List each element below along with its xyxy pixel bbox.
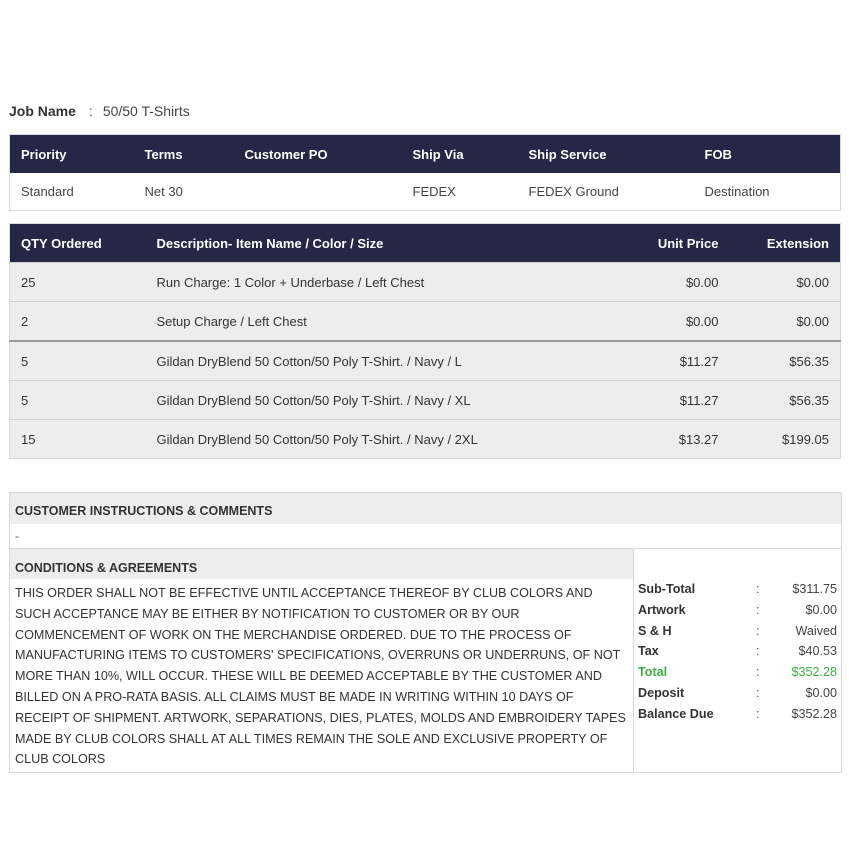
qty-cell: 25 [10, 263, 146, 302]
artwork-row [634, 600, 841, 621]
deposit-separator: : [756, 685, 760, 700]
total-separator: : [756, 665, 760, 680]
extension-header: Extension [730, 224, 841, 263]
qty-cell: 15 [10, 420, 146, 459]
qty-cell: 2 [10, 302, 146, 342]
fob-value: Destination [704, 184, 770, 199]
description-header: Description- Item Name / Color / Size [146, 224, 616, 263]
shipping-handling-row [634, 621, 841, 642]
total-value: $352.28 [791, 665, 837, 680]
customer-po-value [234, 173, 402, 211]
deposit-label: Deposit [638, 685, 685, 700]
notes-section [9, 492, 842, 773]
subtotal-value: $311.75 [792, 582, 837, 596]
conditions-panel [10, 549, 634, 772]
table-row [10, 263, 841, 302]
job-name-line [9, 101, 190, 121]
table-row [10, 420, 841, 459]
tax-value: $40.53 [798, 644, 837, 659]
artwork-value: $0.00 [805, 602, 837, 617]
subtotal-label: Sub-Total [638, 582, 696, 596]
customer-instructions-title: CUSTOMER INSTRUCTIONS & COMMENTS [10, 493, 841, 524]
conditions-title: CONDITIONS & AGREEMENTS [10, 549, 633, 579]
job-name-separator: : [88, 103, 93, 119]
deposit-value: $0.00 [805, 685, 837, 700]
items-header-row [10, 224, 841, 263]
terms-value: Net 30 [144, 184, 183, 199]
description-cell: Run Charge: 1 Color + Underbase / Left Chest [146, 263, 616, 302]
shipping-table [9, 134, 841, 211]
line-items-table [9, 223, 841, 459]
ship-via-header: Ship Via [402, 135, 518, 174]
unit-price-cell: $11.27 [616, 341, 730, 381]
balance-due-row [634, 704, 841, 725]
extension-cell: $56.35 [730, 341, 841, 381]
description-cell: Setup Charge / Left Chest [146, 302, 616, 342]
job-name-label: Job Name [9, 103, 76, 119]
extension-cell: $56.35 [730, 381, 841, 420]
unit-price-header: Unit Price [616, 224, 730, 263]
conditions-and-totals [10, 549, 841, 772]
table-row [10, 381, 841, 420]
balance-due-separator: : [756, 706, 760, 721]
total-label: Total [638, 665, 668, 680]
balance-due-value: $352.28 [791, 706, 837, 721]
fob-header: FOB [694, 135, 841, 174]
unit-price-cell: $0.00 [616, 263, 730, 302]
job-name-value: 50/50 T-Shirts [102, 103, 190, 119]
shipping-header-row [10, 135, 841, 174]
unit-price-cell: $11.27 [616, 381, 730, 420]
ship-service-value: FEDEX Ground [528, 184, 619, 199]
shipping-handling-separator: : [756, 623, 760, 638]
subtotal-row [634, 579, 841, 600]
conditions-text: THIS ORDER SHALL NOT BE EFFECTIVE UNTIL ACCEPTANCE THEREOF BY CLUB COLORS AND SUCH ACCEPTANCE MAY BE EITHER BY NOTIFICATION TO CUSTOMER OR BY OUR COMMENCEMENT OF WORK ON THE MERCHANDISE ORDERED. DUE TO THE PROCESS OF MANUFACTURING ITEMS TO CUSTOMERS' SPECIFICATIONS, OVERRUNS OR UNDERRUNS, OF NOT MORE THAN 10%, WILL OCCUR. THESE WILL BE DEEMED ACCEPTABLE BY THE CUSTOMER AND BILLED ON A PRO-RATA BASIS. ALL CLAIMS MUST BE MADE IN WRITING WITHIN 10 DAYS OF RECEIPT OF SHIPMENT. ARTWORK, SEPARATIONS, DIES, PLATES, MOLDS AND EMBROIDERY TAPES MADE BY CLUB COLORS SHALL AT ALL TIMES REMAIN THE SOLE AND EXCLUSIVE PROPERTY OF CLUB COLORS [15, 586, 626, 767]
balance-due-label: Balance Due [638, 706, 714, 721]
artwork-separator: : [756, 602, 760, 617]
unit-price-cell: $0.00 [616, 302, 730, 342]
customer-instructions-text: - [10, 524, 841, 549]
shipping-value-row [10, 173, 841, 211]
table-row [10, 341, 841, 381]
priority-value: Standard [21, 184, 74, 199]
table-row [10, 302, 841, 342]
ship-service-header: Ship Service [518, 135, 694, 174]
shipping-handling-value: Waived [795, 623, 837, 638]
extension-cell: $0.00 [730, 302, 841, 342]
shipping-handling-label: S & H [638, 623, 672, 638]
tax-row [634, 641, 841, 662]
description-cell: Gildan DryBlend 50 Cotton/50 Poly T-Shirt. / Navy / XL [146, 381, 616, 420]
qty-cell: 5 [10, 381, 146, 420]
customer-po-header: Customer PO [234, 135, 402, 174]
priority-header: Priority [10, 135, 134, 174]
unit-price-cell: $13.27 [616, 420, 730, 459]
extension-cell: $199.05 [730, 420, 841, 459]
extension-cell: $0.00 [730, 263, 841, 302]
totals-panel [634, 549, 841, 772]
tax-separator: : [756, 644, 760, 659]
total-row [634, 662, 841, 683]
terms-header: Terms [134, 135, 234, 174]
qty-cell: 5 [10, 341, 146, 381]
description-cell: Gildan DryBlend 50 Cotton/50 Poly T-Shirt. / Navy / 2XL [146, 420, 616, 459]
tax-label: Tax [638, 644, 659, 659]
artwork-label: Artwork [638, 602, 686, 617]
qty-header: QTY Ordered [10, 224, 146, 263]
description-cell: Gildan DryBlend 50 Cotton/50 Poly T-Shirt. / Navy / L [146, 341, 616, 381]
deposit-row [634, 683, 841, 704]
subtotal-separator: : [756, 582, 760, 596]
ship-via-value: FEDEX [412, 184, 456, 199]
